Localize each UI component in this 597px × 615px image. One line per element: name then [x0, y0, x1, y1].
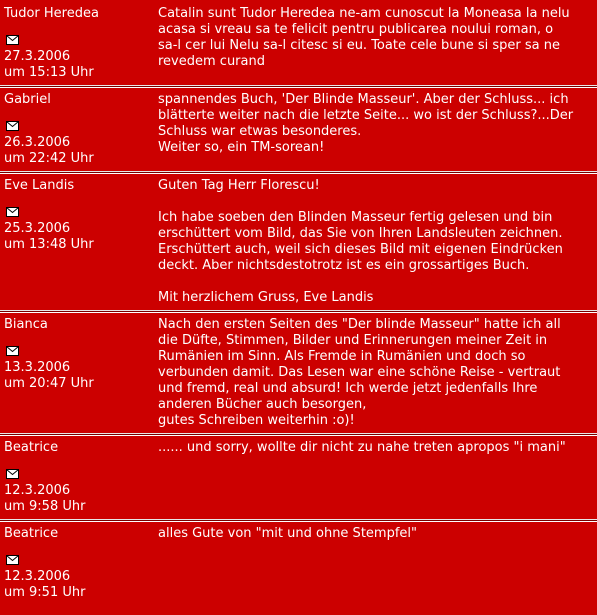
envelope-icon[interactable]	[6, 346, 19, 356]
entry-meta	[0, 317, 158, 429]
entry-date: 12.3.2006	[4, 483, 71, 498]
author-name: Eve Landis	[4, 178, 75, 193]
entry-time: um 22:42 Uhr	[4, 151, 94, 166]
entry-divider	[0, 433, 597, 435]
entry-divider	[0, 310, 597, 312]
entry-date: 27.3.2006	[4, 49, 71, 64]
entry-time: um 9:58 Uhr	[4, 499, 86, 514]
entry-date: 26.3.2006	[4, 135, 71, 150]
envelope-icon[interactable]	[6, 207, 19, 217]
entry-meta	[0, 92, 158, 167]
entry-divider	[0, 85, 597, 87]
entry-time: um 20:47 Uhr	[4, 376, 94, 391]
author-name: Beatrice	[4, 526, 59, 541]
guestbook-entry	[0, 92, 597, 167]
entry-message: spannendes Buch, 'Der Blinde Masseur'. Aber der Schluss... ich blätterte weiter nach die letzte Seite... wo ist der Schluss?...Der Schluss war etwas besonderes. Weiter so, ein TM-sorean!	[158, 92, 574, 155]
author-name: Gabriel	[4, 92, 51, 107]
entry-time: um 9:51 Uhr	[4, 585, 86, 600]
entry-message: Nach den ersten Seiten des "Der blinde Masseur" hatte ich all die Düfte, Stimmen, Bilder und Erinnerungen meiner Zeit in Rumänien im Sinn. Als Fremde in Rumänien und doch so verbunden damit. Das Lesen war eine schöne Reise - vertraut und fremd, real und absurd! Ich werde jetzt jedenfalls Ihre anderen Bücher auch besorgen, gutes Schreiben weiterhin :o)!	[158, 317, 561, 428]
entry-meta	[0, 526, 158, 601]
envelope-icon[interactable]	[6, 121, 19, 131]
entry-message: Catalin sunt Tudor Heredea ne-am cunoscut la Moneasa la nelu acasa si vreau sa te felicit pentru publicarea noului roman, o sa-l cer lui Nelu sa-l citesc si eu. Toate cele bune si sper sa ne revedem curand	[158, 6, 570, 69]
entry-meta	[0, 6, 158, 81]
guestbook-entry	[0, 178, 597, 306]
entry-date: 13.3.2006	[4, 360, 71, 375]
guestbook-entry	[0, 317, 597, 429]
envelope-icon[interactable]	[6, 35, 19, 45]
envelope-icon[interactable]	[6, 555, 19, 565]
envelope-icon[interactable]	[6, 469, 19, 479]
entry-time: um 15:13 Uhr	[4, 65, 94, 80]
entry-date: 12.3.2006	[4, 569, 71, 584]
author-name: Tudor Heredea	[4, 6, 99, 21]
entry-divider	[0, 519, 597, 521]
entry-message: ...... und sorry, wollte dir nicht zu nahe treten apropos "i mani"	[158, 440, 566, 455]
entry-divider	[0, 171, 597, 173]
guestbook-entry	[0, 440, 597, 515]
author-name: Bianca	[4, 317, 48, 332]
entry-date: 25.3.2006	[4, 221, 71, 236]
entry-time: um 13:48 Uhr	[4, 237, 94, 252]
author-name: Beatrice	[4, 440, 59, 455]
guestbook-entry	[0, 526, 597, 601]
guestbook-entry	[0, 6, 597, 81]
entry-meta	[0, 440, 158, 515]
entry-message: Guten Tag Herr Florescu! Ich habe soeben den Blinden Masseur fertig gelesen und bin erschüttert vom Bild, das Sie von Ihren Landsleuten zeichnen. Erschüttert auch, weil sich dieses Bild mit eigenen Eindrücken deckt. Aber nichtsdestotrotz ist es ein grossartiges Buch. Mit herzlichem Gruss, Eve Landis	[158, 178, 563, 305]
entry-message: alles Gute von "mit und ohne Stempfel"	[158, 526, 417, 541]
entry-meta	[0, 178, 158, 306]
